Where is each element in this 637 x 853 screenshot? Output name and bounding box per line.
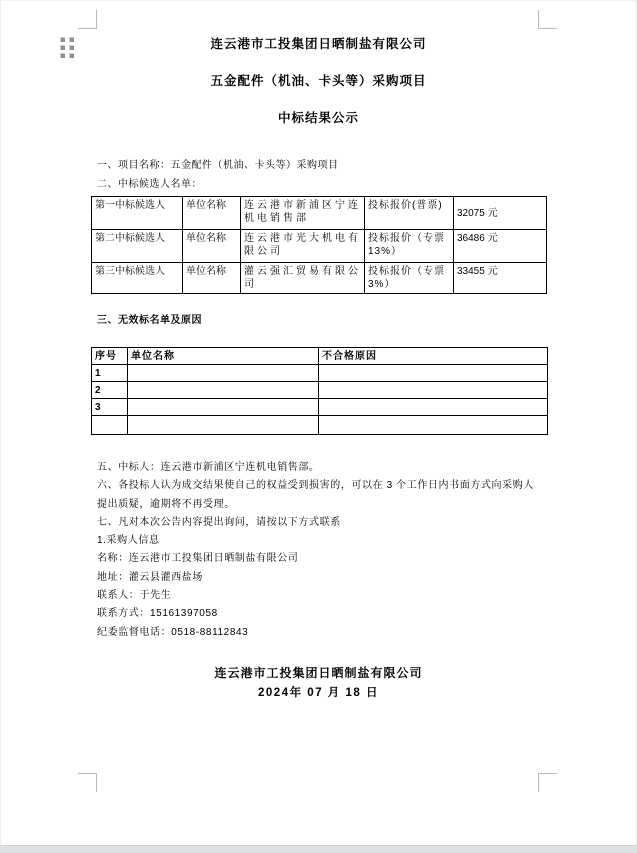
candidate-rank: 第一中标候选人 [92, 197, 183, 230]
candidate-price-label: 投标报价(普票) [365, 197, 454, 230]
row-number: 2 [92, 382, 128, 399]
purchaser-supervision-phone: 纪委监督电话：0518-88112843 [97, 626, 249, 638]
page-bottom-edge [0, 845, 637, 853]
candidates-table [91, 196, 547, 294]
crop-mark-bottom-left [78, 773, 97, 792]
signature-company: 连云港市工投集团日晒制盐有限公司 [214, 666, 423, 680]
title-line-company: 连云港市工投集团日晒制盐有限公司 [210, 37, 427, 51]
empty-reason-cell [319, 416, 548, 435]
row-number [92, 416, 128, 435]
invalid-table-header-row [92, 348, 548, 365]
note-inquiry: 七、凡对本次公告内容提出询问，请按以下方式联系 [97, 516, 341, 528]
invalid-row-4 [92, 416, 548, 435]
candidate-price: 32075 元 [454, 197, 547, 230]
empty-reason-cell [319, 382, 548, 399]
candidate-row-3 [92, 263, 547, 294]
signature-date: 2024年 07 月 18 日 [258, 686, 379, 699]
invalid-row-1 [92, 365, 548, 382]
purchaser-heading: 1.采购人信息 [97, 535, 160, 547]
candidate-row-1 [92, 197, 547, 230]
candidate-field-label: 单位名称 [183, 197, 241, 230]
crop-mark-bottom-right [538, 773, 557, 792]
row-number: 3 [92, 399, 128, 416]
purchaser-name: 名称：连云港市工投集团日晒制盐有限公司 [97, 553, 299, 565]
header-company: 单位名称 [128, 348, 319, 365]
project-name-line: 一、项目名称：五金配件（机油、卡头等）采购项目 [97, 160, 339, 171]
empty-company-cell [128, 365, 319, 382]
empty-reason-cell [319, 365, 548, 382]
candidate-rank: 第二中标候选人 [92, 230, 183, 263]
candidate-price: 36486 元 [454, 230, 547, 263]
note-winner: 五、中标人：连云港市新浦区宁连机电销售部。 [97, 462, 320, 473]
candidate-rank: 第三中标候选人 [92, 263, 183, 294]
row-number: 1 [92, 365, 128, 382]
candidate-field-label: 单位名称 [183, 263, 241, 294]
candidate-company: 灌云强汇贸易有限公司 [241, 263, 365, 294]
invalid-bids-section-title: 三、无效标名单及原因 [97, 315, 202, 326]
candidate-price: 33455 元 [454, 263, 547, 294]
invalid-row-2 [92, 382, 548, 399]
note-objection: 六、各投标人认为成交结果使自己的权益受到损害的，可以在 3 个工作日内书面方式向采购人提出质疑，逾期将不再受理。 [97, 480, 534, 510]
candidates-list-label: 二、中标候选人名单： [97, 178, 202, 190]
purchaser-phone: 联系方式：15161397058 [97, 608, 218, 620]
candidate-price-label: 投标报价（专票13%） [365, 230, 454, 263]
title-line-project: 五金配件（机油、卡头等）采购项目 [210, 74, 427, 88]
empty-company-cell [128, 382, 319, 399]
empty-company-cell [128, 399, 319, 416]
header-reason: 不合格原因 [319, 348, 548, 365]
candidate-row-2 [92, 230, 547, 263]
candidate-field-label: 单位名称 [183, 230, 241, 263]
header-seq: 序号 [92, 348, 128, 365]
notes-and-contact-block [97, 459, 543, 642]
document-title [0, 26, 637, 137]
signature-block [0, 664, 637, 703]
intro-section [97, 157, 339, 194]
candidate-company: 连云港市光大机电有限公司 [241, 230, 365, 263]
invalid-bids-table [91, 347, 548, 435]
candidate-company: 连云港市新浦区宁连机电销售部 [241, 197, 365, 230]
empty-reason-cell [319, 399, 548, 416]
invalid-row-3 [92, 399, 548, 416]
purchaser-address: 地址：灌云县灌西盐场 [97, 571, 203, 583]
title-line-announcement: 中标结果公示 [277, 111, 359, 125]
candidate-price-label: 投标报价（专票3%） [365, 263, 454, 294]
empty-company-cell [128, 416, 319, 435]
purchaser-contact: 联系人：于先生 [97, 590, 172, 602]
